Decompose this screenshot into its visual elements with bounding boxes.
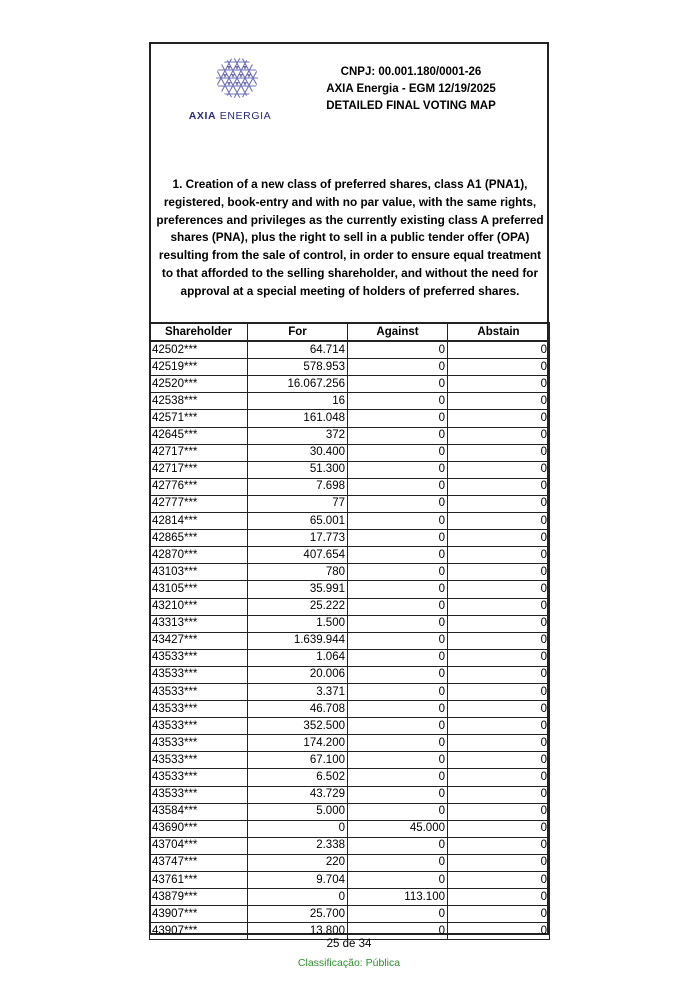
abstain-cell: 0 (448, 478, 550, 495)
table-row (150, 786, 550, 803)
table-row (150, 530, 550, 547)
company-logo (175, 56, 295, 122)
abstain-cell: 0 (448, 718, 550, 735)
abstain-cell: 0 (448, 341, 550, 359)
table-row (150, 701, 550, 718)
abstain-cell: 0 (448, 923, 550, 940)
table-row (150, 854, 550, 871)
table-row (150, 547, 550, 564)
shareholder-cell: 43427*** (150, 632, 248, 649)
table-row (150, 889, 550, 906)
table-row (150, 837, 550, 854)
for-cell: 30.400 (248, 444, 348, 461)
shareholder-cell: 42776*** (150, 478, 248, 495)
table-row (150, 735, 550, 752)
for-cell: 2.338 (248, 837, 348, 854)
abstain-cell: 0 (448, 701, 550, 718)
shareholder-cell: 43533*** (150, 786, 248, 803)
for-cell: 407.654 (248, 547, 348, 564)
abstain-cell: 0 (448, 649, 550, 666)
against-cell: 0 (348, 359, 448, 376)
column-header-abstain: Abstain (448, 323, 550, 341)
shareholder-cell: 43879*** (150, 889, 248, 906)
against-cell: 0 (348, 701, 448, 718)
abstain-cell: 0 (448, 427, 550, 444)
table-body (150, 341, 550, 940)
abstain-cell: 0 (448, 495, 550, 512)
abstain-cell: 0 (448, 769, 550, 786)
page-number: 25 de 34 (326, 938, 372, 950)
classification-label: Classificação: Pública (297, 957, 401, 969)
against-cell: 45.000 (348, 820, 448, 837)
against-cell: 0 (348, 495, 448, 512)
abstain-cell: 0 (448, 393, 550, 410)
against-cell: 0 (348, 735, 448, 752)
for-cell: 67.100 (248, 752, 348, 769)
against-cell: 0 (348, 632, 448, 649)
for-cell: 64.714 (248, 341, 348, 359)
table-row (150, 359, 550, 376)
abstain-cell: 0 (448, 359, 550, 376)
for-cell: 13.800 (248, 923, 348, 940)
against-cell: 0 (348, 478, 448, 495)
table-row (150, 666, 550, 683)
table-row (150, 752, 550, 769)
document-frame (149, 42, 549, 935)
against-cell: 0 (348, 854, 448, 871)
against-cell: 0 (348, 769, 448, 786)
table-row (150, 872, 550, 889)
for-cell: 1.639.944 (248, 632, 348, 649)
shareholder-cell: 43533*** (150, 666, 248, 683)
shareholder-cell: 43533*** (150, 752, 248, 769)
abstain-cell: 0 (448, 564, 550, 581)
against-cell: 0 (348, 718, 448, 735)
against-cell: 0 (348, 547, 448, 564)
column-header-against: Against (348, 323, 448, 341)
abstain-cell: 0 (448, 786, 550, 803)
for-cell: 7.698 (248, 478, 348, 495)
against-cell: 0 (348, 752, 448, 769)
shareholder-cell: 43907*** (150, 923, 248, 940)
abstain-cell: 0 (448, 837, 550, 854)
table-row (150, 513, 550, 530)
shareholder-cell: 43533*** (150, 735, 248, 752)
for-cell: 51.300 (248, 461, 348, 478)
shareholder-cell: 42571*** (150, 410, 248, 427)
shareholder-cell: 42717*** (150, 444, 248, 461)
against-cell: 0 (348, 461, 448, 478)
against-cell: 0 (348, 837, 448, 854)
for-cell: 20.006 (248, 666, 348, 683)
for-cell: 6.502 (248, 769, 348, 786)
against-cell: 0 (348, 872, 448, 889)
for-cell: 352.500 (248, 718, 348, 735)
shareholder-cell: 43584*** (150, 803, 248, 820)
table-row (150, 615, 550, 632)
for-cell: 220 (248, 854, 348, 871)
for-cell: 372 (248, 427, 348, 444)
cnpj-text: CNPJ: 00.001.180/0001-26 (340, 66, 482, 78)
shareholder-cell: 43907*** (150, 906, 248, 923)
for-cell: 16.067.256 (248, 376, 348, 393)
shareholder-cell: 43761*** (150, 872, 248, 889)
table-row (150, 649, 550, 666)
abstain-cell: 0 (448, 581, 550, 598)
abstain-cell: 0 (448, 854, 550, 871)
table-row (150, 632, 550, 649)
abstain-cell: 0 (448, 820, 550, 837)
shareholder-cell: 43533*** (150, 701, 248, 718)
against-cell: 0 (348, 564, 448, 581)
against-cell: 0 (348, 615, 448, 632)
against-cell: 0 (348, 410, 448, 427)
against-cell: 0 (348, 803, 448, 820)
for-cell: 1.064 (248, 649, 348, 666)
for-cell: 35.991 (248, 581, 348, 598)
table-row (150, 683, 550, 700)
for-cell: 5.000 (248, 803, 348, 820)
shareholder-cell: 43690*** (150, 820, 248, 837)
shareholder-cell: 42538*** (150, 393, 248, 410)
shareholder-cell: 43105*** (150, 581, 248, 598)
against-cell: 0 (348, 666, 448, 683)
for-cell: 1.500 (248, 615, 348, 632)
against-cell: 0 (348, 923, 448, 940)
for-cell: 0 (248, 889, 348, 906)
against-cell: 0 (348, 581, 448, 598)
table-row (150, 478, 550, 495)
for-cell: 65.001 (248, 513, 348, 530)
abstain-cell: 0 (448, 615, 550, 632)
shareholder-cell: 43704*** (150, 837, 248, 854)
shareholder-cell: 42717*** (150, 461, 248, 478)
shareholder-cell: 43313*** (150, 615, 248, 632)
shareholder-cell: 43533*** (150, 649, 248, 666)
for-cell: 174.200 (248, 735, 348, 752)
against-cell: 0 (348, 376, 448, 393)
abstain-cell: 0 (448, 752, 550, 769)
against-cell: 0 (348, 649, 448, 666)
for-cell: 77 (248, 495, 348, 512)
shareholder-cell: 43210*** (150, 598, 248, 615)
table-row (150, 564, 550, 581)
shareholder-cell: 43533*** (150, 718, 248, 735)
for-cell: 3.371 (248, 683, 348, 700)
abstain-cell: 0 (448, 547, 550, 564)
resolution-text: 1. Creation of a new class of preferred shares, class A1 (PNA1), registered, book-entry and with no par value, with the same rights, preferences and privileges as the currently existing class A preferred shares (PNA), plus the right to sell in a public tender offer (OPA) resulting from the sale of control, in order to ensure equal treatment to that afforded to the selling shareholder, and without the need for approval at a special meeting of holders of preferred shares. (156, 177, 544, 298)
for-cell: 43.729 (248, 786, 348, 803)
abstain-cell: 0 (448, 906, 550, 923)
against-cell: 0 (348, 513, 448, 530)
abstain-cell: 0 (448, 513, 550, 530)
table-row (150, 495, 550, 512)
table-row (150, 581, 550, 598)
against-cell: 113.100 (348, 889, 448, 906)
against-cell: 0 (348, 341, 448, 359)
shareholder-cell: 43533*** (150, 683, 248, 700)
table-row (150, 444, 550, 461)
table-row (150, 393, 550, 410)
abstain-cell: 0 (448, 598, 550, 615)
against-cell: 0 (348, 444, 448, 461)
for-cell: 161.048 (248, 410, 348, 427)
logo-text-bold: AXIA (188, 110, 217, 122)
document-title: DETAILED FINAL VOTING MAP (326, 100, 496, 112)
shareholder-cell: 42870*** (150, 547, 248, 564)
voting-table (149, 322, 550, 940)
shareholder-cell: 43103*** (150, 564, 248, 581)
against-cell: 0 (348, 393, 448, 410)
table-row (150, 376, 550, 393)
abstain-cell: 0 (448, 632, 550, 649)
abstain-cell: 0 (448, 889, 550, 906)
table-row (150, 461, 550, 478)
abstain-cell: 0 (448, 530, 550, 547)
shareholder-cell: 42645*** (150, 427, 248, 444)
against-cell: 0 (348, 683, 448, 700)
shareholder-cell: 42520*** (150, 376, 248, 393)
abstain-cell: 0 (448, 735, 550, 752)
against-cell: 0 (348, 598, 448, 615)
abstain-cell: 0 (448, 461, 550, 478)
shareholder-cell: 42519*** (150, 359, 248, 376)
abstain-cell: 0 (448, 872, 550, 889)
for-cell: 0 (248, 820, 348, 837)
for-cell: 46.708 (248, 701, 348, 718)
table-row (150, 769, 550, 786)
for-cell: 17.773 (248, 530, 348, 547)
for-cell: 9.704 (248, 872, 348, 889)
table-row (150, 803, 550, 820)
column-header-shareholder: Shareholder (150, 323, 248, 341)
table-row (150, 718, 550, 735)
logo-text-rest: ENERGIA (216, 110, 272, 122)
shareholder-cell: 43747*** (150, 854, 248, 871)
table-row (150, 410, 550, 427)
document-header (291, 64, 531, 115)
against-cell: 0 (348, 786, 448, 803)
globe-icon (213, 56, 261, 100)
column-header-for: For (248, 323, 348, 341)
table-row (150, 820, 550, 837)
table-row (150, 598, 550, 615)
shareholder-cell: 42814*** (150, 513, 248, 530)
event-text: AXIA Energia - EGM 12/19/2025 (326, 83, 496, 95)
table-header-row (150, 323, 550, 341)
abstain-cell: 0 (448, 376, 550, 393)
abstain-cell: 0 (448, 410, 550, 427)
shareholder-cell: 42865*** (150, 530, 248, 547)
abstain-cell: 0 (448, 683, 550, 700)
for-cell: 578.953 (248, 359, 348, 376)
for-cell: 780 (248, 564, 348, 581)
against-cell: 0 (348, 530, 448, 547)
table-row (150, 906, 550, 923)
shareholder-cell: 43533*** (150, 769, 248, 786)
shareholder-cell: 42502*** (150, 341, 248, 359)
abstain-cell: 0 (448, 444, 550, 461)
against-cell: 0 (348, 427, 448, 444)
abstain-cell: 0 (448, 666, 550, 683)
abstain-cell: 0 (448, 803, 550, 820)
for-cell: 25.700 (248, 906, 348, 923)
table-row (150, 427, 550, 444)
against-cell: 0 (348, 906, 448, 923)
for-cell: 25.222 (248, 598, 348, 615)
table-row (150, 341, 550, 359)
for-cell: 16 (248, 393, 348, 410)
shareholder-cell: 42777*** (150, 495, 248, 512)
logo-wordmark (175, 110, 285, 122)
